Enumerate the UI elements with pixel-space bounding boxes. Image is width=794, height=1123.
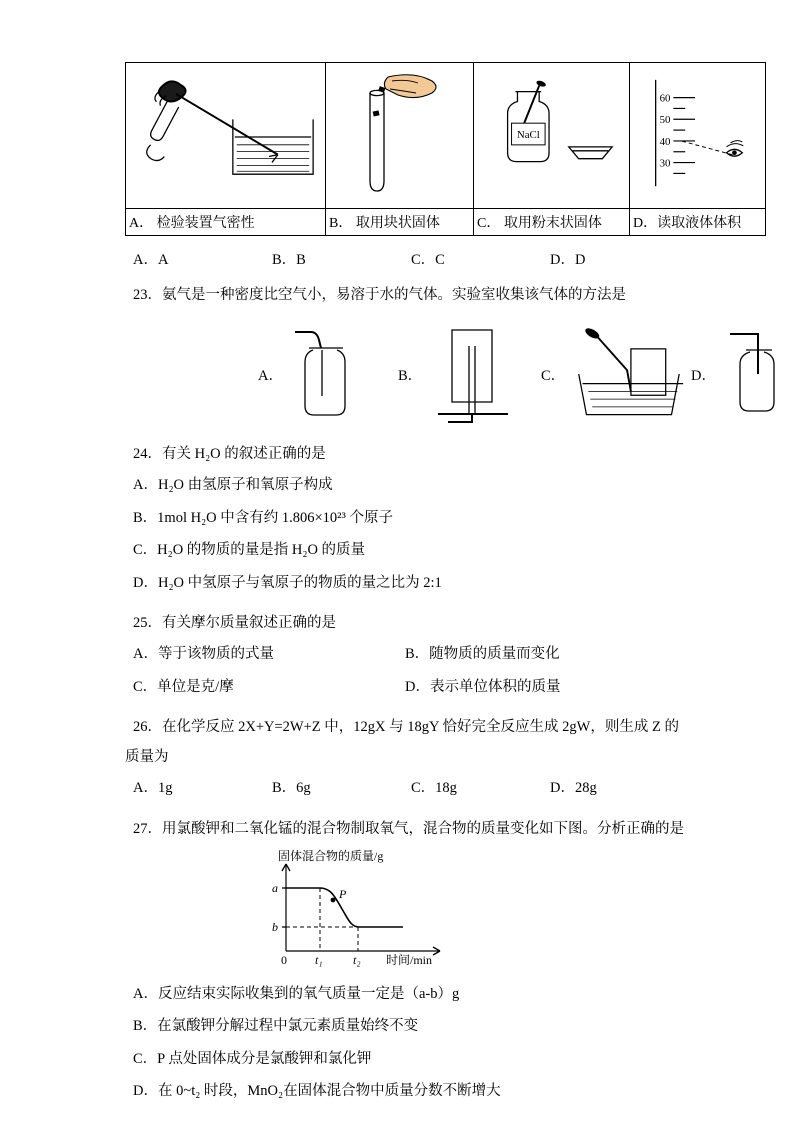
question-25-stem: 25．有关摩尔质量叙述正确的是 xyxy=(133,615,336,631)
q25-option-a: A．等于该物质的式量 xyxy=(133,646,274,662)
answer-option-a: A．A xyxy=(133,252,169,268)
q27-option-a: A．反应结束实际收集到的氧气质量一定是（a-b）g xyxy=(133,985,460,1002)
read-liquid-volume-figure-icon xyxy=(634,67,762,205)
figure-cell-c xyxy=(474,63,630,209)
q24-option-a: A．H₂O 由氢原子和氧原子构成 xyxy=(133,477,333,493)
chart-ylabel: 固体混合物的质量/g xyxy=(278,848,384,863)
bottle-with-bent-tube-icon xyxy=(722,322,792,426)
q23-option-c xyxy=(541,322,691,426)
question-26 xyxy=(125,712,794,805)
question-26-stem-line2: 质量为 xyxy=(125,749,169,765)
question-24 xyxy=(125,439,794,599)
answer-option-c: C．C xyxy=(411,252,445,268)
apparatus-label-b: B． 取用块状固体 xyxy=(326,209,474,236)
figure-cell-a xyxy=(126,63,326,209)
q25-option-b: B．随物质的质量而变化 xyxy=(405,646,560,662)
q24-option-c: C．H₂O 的物质的量是指 H₂O 的质量 xyxy=(133,542,366,558)
answer-option-d: D．D xyxy=(550,252,586,268)
q23-option-c-letter: C． xyxy=(541,367,566,384)
apparatus-label-a: A． 检验装置气密性 xyxy=(126,209,326,236)
q26-options xyxy=(125,772,794,805)
mass-vs-time-chart-icon xyxy=(258,848,508,976)
question-23-figures xyxy=(258,318,794,430)
q26-option-b: B．6g xyxy=(272,780,311,796)
gas-bottle-collect-icon xyxy=(289,322,361,426)
chart-ytick-b: b xyxy=(272,919,278,934)
take-block-solid-figure-icon xyxy=(330,67,470,205)
answer-option-b: B．B xyxy=(272,252,306,268)
scale-tick-50: 50 xyxy=(659,113,670,126)
q23-option-a xyxy=(258,322,398,426)
q23-option-d xyxy=(691,322,792,426)
inverted-vessel-collect-icon xyxy=(428,322,512,426)
question-27 xyxy=(125,814,794,1108)
question-25 xyxy=(125,608,794,703)
q23-option-a-letter: A． xyxy=(258,367,283,384)
q26-option-d: D．28g xyxy=(550,780,597,796)
take-powder-solid-figure-icon xyxy=(478,67,626,205)
question-24-stem: 24．有关 H₂O 的叙述正确的是 xyxy=(133,446,326,462)
chart-point-p-label: P xyxy=(339,886,347,901)
water-displacement-collect-icon xyxy=(571,322,691,426)
apparatus-label-d: D．读取液体体积 xyxy=(630,209,766,236)
q27-option-d: D．在 0~t₂ 时段，MnO₂在固体混合物中质量分数不断增大 xyxy=(133,1083,501,1099)
q23-option-d-letter: D． xyxy=(691,367,716,384)
q27-option-c: C．P 点处固体成分是氯酸钾和氯化钾 xyxy=(133,1050,372,1067)
q23-option-b xyxy=(398,322,541,426)
chart-xtick-t2: t₂ xyxy=(353,952,361,967)
chart-xtick-t1: t₁ xyxy=(315,952,323,967)
check-airtightness-figure-icon xyxy=(133,67,319,205)
q25-option-d: D．表示单位体积的质量 xyxy=(405,678,561,695)
q23-option-b-letter: B． xyxy=(398,367,423,384)
answer-options-row xyxy=(133,249,794,271)
q25-option-c: C．单位是克/摩 xyxy=(133,678,234,695)
question-26-stem-line1: 26．在化学反应 2X+Y=2W+Z 中，12gX 与 18gY 恰好完全反应生成 2gW，则生成 Z 的 xyxy=(133,719,679,735)
chart-xlabel: 时间/min xyxy=(386,952,433,967)
q26-option-a: A．1g xyxy=(133,780,173,796)
question-23 xyxy=(125,280,794,430)
scale-tick-30: 30 xyxy=(659,157,670,170)
q27-option-b: B．在氯酸钾分解过程中氯元素质量始终不变 xyxy=(133,1018,419,1034)
apparatus-label-row xyxy=(126,209,766,236)
q24-option-d: D．H₂O 中氢原子与氧原子的物质的量之比为 2:1 xyxy=(133,574,442,591)
apparatus-table xyxy=(125,62,766,236)
figure-cell-b xyxy=(326,63,474,209)
chart-xtick-0: 0 xyxy=(281,952,287,967)
chart-ytick-a: a xyxy=(272,880,278,895)
scale-tick-40: 40 xyxy=(659,135,670,148)
question-27-stem: 27．用氯酸钾和二氧化锰的混合物制取氧气，混合物的质量变化如下图。分析正确的是 xyxy=(133,820,684,837)
q26-option-c: C．18g xyxy=(411,780,457,796)
apparatus-figure-row xyxy=(126,63,766,209)
question-23-stem: 23．氨气是一种密度比空气小，易溶于水的气体。实验室收集该气体的方法是 xyxy=(133,287,626,303)
q27-chart xyxy=(258,848,794,976)
nacl-bottle-label: NaCl xyxy=(516,128,540,141)
scale-tick-60: 60 xyxy=(659,92,670,105)
q24-option-b: B．1mol H₂O 中含有约 1.806×10²³ 个原子 xyxy=(133,509,393,526)
q25-options xyxy=(125,638,794,703)
apparatus-label-c: C． 取用粉末状固体 xyxy=(474,209,630,236)
figure-cell-d xyxy=(630,63,766,209)
